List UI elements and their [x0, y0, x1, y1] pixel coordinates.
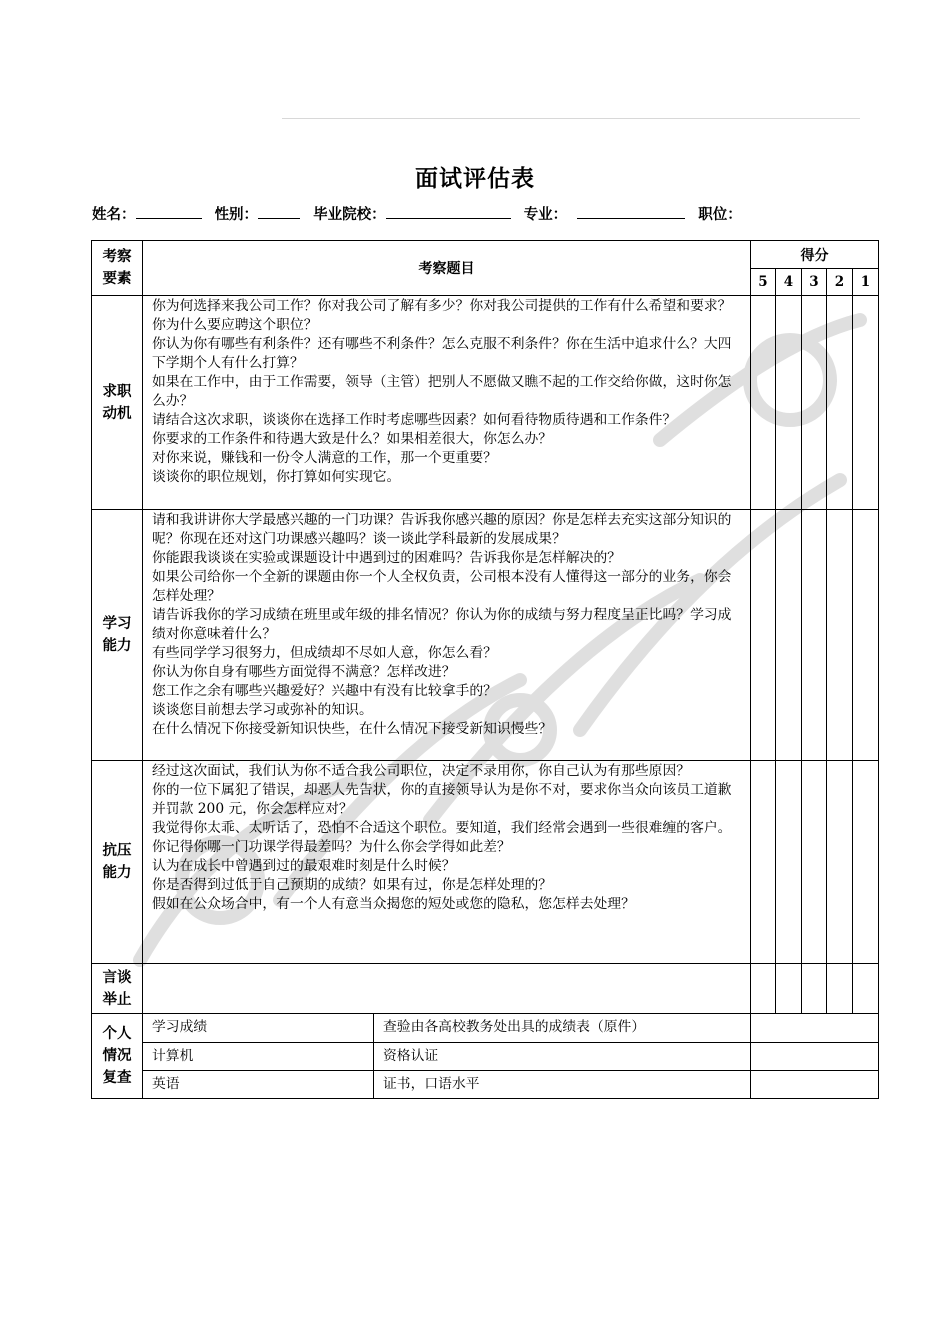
score-1-header: 1	[853, 269, 879, 296]
question-item: 假如在公众场合中，有一个人有意当众揭您的短处或您的隐私，您怎样去处理？	[152, 896, 635, 912]
score-cell[interactable]	[853, 296, 879, 510]
position-label: 职位：	[698, 207, 742, 223]
major-label: 专业：	[523, 207, 568, 223]
category-learning: 学习 能力	[92, 510, 143, 761]
gender-label: 性别：	[214, 207, 259, 223]
question-item: 你要求的工作条件和待遇大致是什么？如果相差很大，你怎么办？	[152, 431, 553, 447]
review-result-cell[interactable]	[751, 1014, 879, 1043]
review-item: 英语	[143, 1071, 374, 1099]
category-review: 个人 情况 复查	[92, 1014, 143, 1099]
score-cell[interactable]	[827, 964, 853, 1014]
score-cell[interactable]	[776, 296, 802, 510]
score-cell[interactable]	[827, 296, 853, 510]
review-method: 资格认证	[374, 1043, 751, 1071]
questions-motivation	[143, 296, 751, 510]
questions-learning	[143, 510, 751, 761]
gender-field[interactable]	[258, 204, 300, 219]
evaluation-table	[91, 240, 879, 1099]
question-item: 认为在成长中曾遇到过的最艰难时刻是什么时候？	[152, 858, 456, 874]
category-motivation: 求职 动机	[92, 296, 143, 510]
page-title: 面试评估表	[415, 166, 535, 192]
question-item: 你认为你有哪些有利条件？还有哪些不利条件？怎么克服不利条件？你在生活中追求什么？大四下学期个人有什么打算？	[152, 336, 732, 371]
review-result-cell[interactable]	[751, 1043, 879, 1071]
question-item: 如果公司给你一个全新的课题由你一个人全权负责，公司根本没有人懂得这一部分的业务，你会怎样处理？	[152, 569, 732, 604]
score-cell[interactable]	[802, 761, 827, 964]
score-2-header: 2	[827, 269, 853, 296]
header-factor: 考察 要素	[92, 241, 143, 296]
category-stress: 抗压 能力	[92, 761, 143, 964]
score-5-header: 5	[751, 269, 776, 296]
major-field[interactable]	[577, 204, 685, 219]
name-field[interactable]	[136, 204, 202, 219]
score-cell[interactable]	[751, 964, 776, 1014]
score-cell[interactable]	[827, 510, 853, 761]
score-cell[interactable]	[776, 510, 802, 761]
question-item: 在什么情况下你接受新知识快些，在什么情况下接受新知识慢些？	[152, 721, 553, 737]
score-cell[interactable]	[802, 964, 827, 1014]
question-item: 我觉得你太乖、太听话了，恐怕不合适这个职位。要知道，我们经常会遇到一些很难缠的客户。	[152, 820, 732, 836]
score-cell[interactable]	[827, 761, 853, 964]
school-field[interactable]	[386, 204, 511, 219]
score-3-header: 3	[802, 269, 827, 296]
question-item: 请和我讲讲你大学最感兴趣的一门功课？告诉我你感兴趣的原因？你是怎样去充实这部分知识的呢？你现在还对这门功课感兴趣吗？谈一谈此学科最新的发展成果？	[152, 512, 732, 547]
question-item: 对你来说，赚钱和一份令人满意的工作，那一个更重要？	[152, 450, 497, 466]
school-label: 毕业院校：	[313, 207, 386, 223]
question-item: 您工作之余有哪些兴趣爱好？兴趣中有没有比较拿手的？	[152, 683, 497, 699]
score-cell[interactable]	[751, 296, 776, 510]
header-rule	[282, 118, 860, 119]
question-item: 请结合这次求职，谈谈你在选择工作时考虑哪些因素？如何看待物质待遇和工作条件？	[152, 412, 677, 428]
score-cell[interactable]	[751, 510, 776, 761]
question-item: 你是否得到过低于自己预期的成绩？如果有过，你是怎样处理的？	[152, 877, 553, 893]
question-item: 你为何选择来我公司工作？你对我公司了解有多少？你对我公司提供的工作有什么希望和要求？你为什么要应聘这个职位？	[152, 298, 732, 333]
score-cell[interactable]	[853, 510, 879, 761]
question-item: 如果在工作中，由于工作需要，领导（主管）把别人不愿做又瞧不起的工作交给你做，这时你怎么办？	[152, 374, 732, 409]
question-item: 经过这次面试，我们认为你不适合我公司职位，决定不录用你，你自己认为有那些原因？	[152, 763, 691, 779]
question-item: 你认为你自身有哪些方面觉得不满意？怎样改进？	[152, 664, 456, 680]
question-item: 谈谈您目前想去学习或弥补的知识。	[152, 702, 373, 718]
question-item: 有些同学学习很努力，但成绩却不尽如人意，你怎么看？	[152, 645, 497, 661]
score-cell[interactable]	[776, 761, 802, 964]
review-item: 学习成绩	[143, 1014, 374, 1043]
review-item: 计算机	[143, 1043, 374, 1071]
score-cell[interactable]	[751, 761, 776, 964]
applicant-info-line	[92, 203, 742, 224]
score-cell[interactable]	[853, 761, 879, 964]
question-item: 你的一位下属犯了错误，却恶人先告状，你的直接领导认为是你不对，要求你当众向该员工道歉并罚款 200 元，你会怎样应对？	[152, 782, 732, 817]
question-item: 请告诉我你的学习成绩在班里或年级的排名情况？你认为你的成绩与努力程度呈正比吗？学习成绩对你意味着什么？	[152, 607, 732, 642]
review-method: 查验由各高校教务处出具的成绩表（原件）	[374, 1014, 751, 1043]
score-cell[interactable]	[776, 964, 802, 1014]
score-cell[interactable]	[802, 510, 827, 761]
header-question: 考察题目	[143, 241, 751, 296]
name-label: 姓名：	[92, 207, 136, 223]
question-item: 你能跟我谈谈在实验或课题设计中遇到过的困难吗？告诉我你是怎样解决的？	[152, 550, 622, 566]
header-score: 得分	[751, 241, 879, 269]
category-manner: 言谈 举止	[92, 964, 143, 1014]
score-4-header: 4	[776, 269, 802, 296]
score-cell[interactable]	[853, 964, 879, 1014]
question-item: 你记得你哪一门功课学得最差吗？为什么你会学得如此差？	[152, 839, 511, 855]
questions-stress	[143, 761, 751, 964]
score-cell[interactable]	[802, 296, 827, 510]
review-method: 证书，口语水平	[374, 1071, 751, 1099]
review-result-cell[interactable]	[751, 1071, 879, 1099]
question-item: 谈谈你的职位规划，你打算如何实现它。	[152, 469, 401, 485]
questions-manner	[143, 964, 751, 1014]
